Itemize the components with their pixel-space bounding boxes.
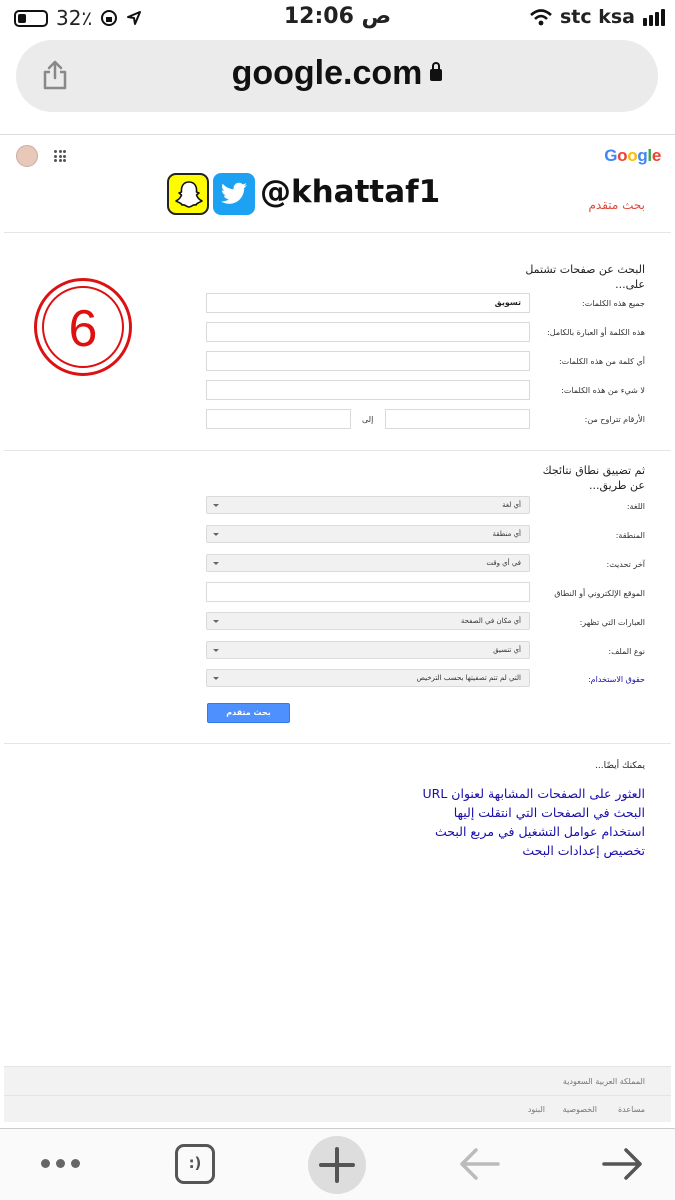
status-time: 12:06 ص (283, 4, 392, 29)
similar-pages-link[interactable]: العثور على الصفحات المشابهة لعنوان URL (422, 786, 645, 801)
page-footer (4, 1066, 671, 1122)
any-words-label: أي كلمة من هذه الكلمات: (558, 357, 645, 366)
exact-phrase-input[interactable] (206, 322, 530, 342)
divider (4, 450, 671, 451)
all-words-label: جميع هذه الكلمات: (582, 299, 645, 308)
more-icon[interactable] (41, 1159, 80, 1168)
none-words-input[interactable] (206, 380, 530, 400)
divider (4, 1095, 671, 1096)
chevron-down-icon (213, 677, 219, 680)
avatar[interactable] (16, 145, 38, 167)
divider (4, 232, 671, 233)
none-words-label: لا شيء من هذه الكلمات: (561, 386, 645, 395)
number-stamp (34, 278, 132, 376)
twitter-icon (213, 173, 255, 215)
range-to-input[interactable] (206, 409, 351, 429)
usage-rights-dropdown[interactable] (206, 669, 530, 687)
tabs-button[interactable] (175, 1144, 215, 1184)
region-value: أي منطقة (492, 530, 521, 538)
search-operators-link[interactable]: استخدام عوامل التشغيل في مربع البحث (435, 824, 645, 839)
last-update-label: آخر تحديث: (606, 560, 645, 569)
search-settings-link[interactable]: تخصيص إعدادات البحث (522, 843, 645, 858)
any-words-input[interactable] (206, 351, 530, 371)
url-label: google.com (231, 54, 423, 92)
page-title: بحث متقدم (588, 198, 645, 212)
footer-privacy-link[interactable]: الخصوصية (562, 1105, 597, 1114)
url-text[interactable] (16, 54, 658, 93)
chevron-down-icon (213, 620, 219, 623)
number-range-label: الأرقام تتراوح من: (584, 415, 645, 424)
carrier-name: stc ksa (559, 6, 635, 28)
footer-terms-link[interactable]: البنود (527, 1105, 545, 1114)
status-right (530, 6, 665, 28)
stamp-number: 6 (42, 286, 124, 368)
chevron-down-icon (213, 562, 219, 565)
last-update-dropdown[interactable] (206, 554, 530, 572)
browser-toolbar (0, 1128, 675, 1200)
divider (0, 134, 675, 135)
terms-appearing-value: أي مكان في الصفحة (460, 617, 521, 625)
file-type-dropdown[interactable] (206, 641, 530, 659)
chevron-down-icon (213, 533, 219, 536)
lock-icon (430, 69, 442, 81)
footer-help-link[interactable]: مساعدة (617, 1105, 645, 1114)
language-value: أي لغة (502, 501, 521, 509)
advanced-search-button[interactable]: بحث متقدم (207, 703, 290, 723)
exact-phrase-label: هذه الكلمة أو العبارة بالكامل: (547, 328, 645, 337)
google-logo[interactable]: Google (604, 146, 661, 165)
apps-grid-icon[interactable] (54, 150, 66, 162)
narrow-heading: ثم تضييق نطاق نتائجك عن طريق... (542, 464, 645, 492)
usage-rights-label[interactable]: حقوق الاستخدام: (587, 675, 645, 684)
file-type-label: نوع الملف: (608, 647, 645, 656)
language-label: اللغة: (626, 502, 645, 511)
site-domain-input[interactable] (206, 582, 530, 602)
divider (4, 743, 671, 744)
status-bar (0, 0, 675, 36)
language-dropdown[interactable] (206, 496, 530, 514)
region-label: المنطقة: (615, 531, 645, 540)
footer-country: المملكة العربية السعودية (562, 1077, 645, 1086)
tabs-glyph: :) (188, 1154, 202, 1172)
chevron-down-icon (213, 649, 219, 652)
range-from-input[interactable] (385, 409, 530, 429)
forward-arrow-icon[interactable] (600, 1146, 644, 1182)
last-update-value: في أي وقت (486, 559, 521, 567)
terms-appearing-label: العبارات التي تظهر: (579, 618, 645, 627)
wifi-icon (530, 9, 552, 26)
find-pages-heading: البحث عن صفحات تشتمل على... (525, 263, 645, 291)
chevron-down-icon (213, 504, 219, 507)
all-words-input[interactable]: تسويق (206, 293, 530, 313)
terms-appearing-dropdown[interactable] (206, 612, 530, 630)
new-tab-button[interactable] (308, 1136, 366, 1194)
snapchat-icon (167, 173, 209, 215)
address-bar[interactable] (16, 40, 658, 112)
plus-icon (318, 1146, 356, 1184)
signal-icon (643, 8, 665, 26)
region-dropdown[interactable] (206, 525, 530, 543)
visited-pages-link[interactable]: البحث في الصفحات التي انتقلت إليها (453, 805, 645, 820)
twitter-handle: @khattaf1 (260, 174, 441, 210)
also-heading: يمكنك أيضًا... (595, 761, 645, 771)
battery-percent: 32٪ (56, 6, 93, 30)
range-to-label: إلى (362, 415, 374, 424)
file-type-value: أي تنسيق (493, 646, 521, 654)
back-arrow-icon[interactable] (458, 1146, 502, 1182)
usage-rights-value: التي لم تتم تصفيتها بحسب الترخيص (416, 674, 521, 682)
site-domain-label: الموقع الإلكتروني أو النطاق (554, 589, 645, 598)
